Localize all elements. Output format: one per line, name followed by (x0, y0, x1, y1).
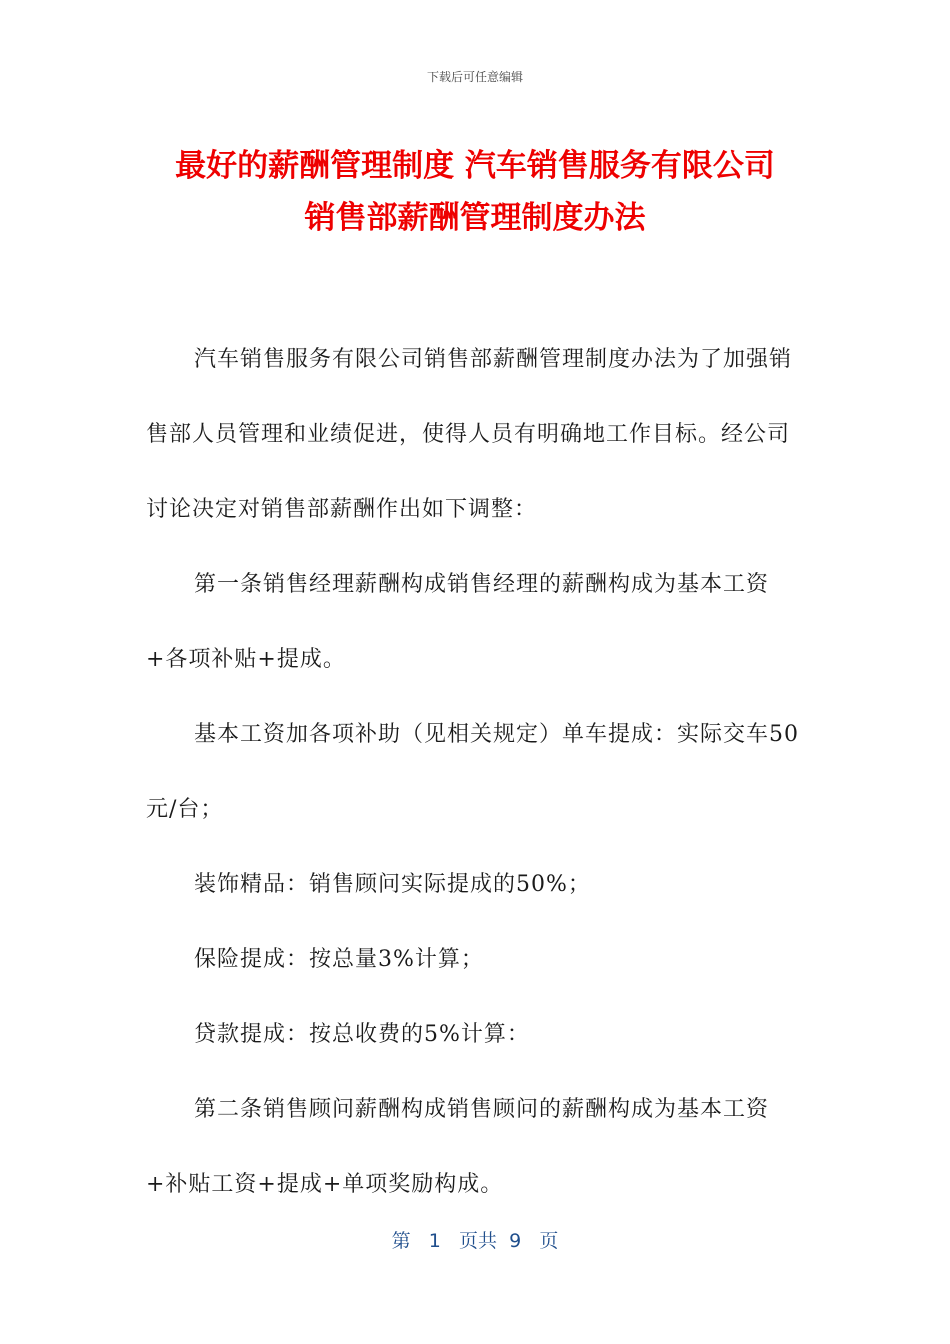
page-label-suffix: 页 (539, 1230, 559, 1252)
paragraph: 保险提成：按总量3%计算； (194, 947, 484, 972)
header-note: 下载后可任意编辑 (426, 70, 523, 84)
current-page-number: 1 (428, 1230, 441, 1252)
paragraph: 第一条销售经理薪酬构成销售经理的薪酬构成为基本工资+各项补贴+提成。 (146, 572, 770, 672)
document-body (146, 322, 806, 1222)
title-line-1: 最好的薪酬管理制度 汽车销售服务有限公司 (175, 148, 775, 184)
page-label-prefix: 第 (391, 1230, 411, 1252)
paragraph: 汽车销售服务有限公司销售部薪酬管理制度办法为了加强销售部人员管理和业绩促进，使得人员有明确地工作目标。经公司讨论决定对销售部薪酬作出如下调整： (146, 347, 793, 522)
paragraph: 装饰精品：销售顾问实际提成的50%； (194, 872, 591, 897)
title-line-2: 销售部薪酬管理制度办法 (304, 200, 646, 236)
page-label-middle: 页共 (459, 1230, 498, 1252)
document-title (100, 140, 850, 244)
paragraph: 贷款提成：按总收费的5%计算： (194, 1022, 530, 1047)
page-number-footer (0, 1226, 950, 1253)
paragraph: 基本工资加各项补助（见相关规定）单车提成：实际交车50元/台； (146, 722, 799, 822)
paragraph: 第二条销售顾问薪酬构成销售顾问的薪酬构成为基本工资+补贴工资+提成+单项奖励构成。 (146, 1097, 770, 1197)
total-pages-number: 9 (509, 1230, 522, 1252)
